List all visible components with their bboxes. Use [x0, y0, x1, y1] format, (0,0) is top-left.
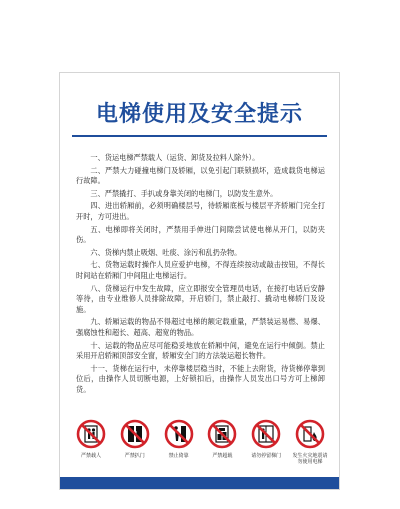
icon-label: 严禁扒门 [124, 453, 145, 459]
rule-item: 八、货梯运行中发生故障，应立即报安全管理员电话，在接打电话后安静等待，由专业维修人员排除故障，开启轿门，禁止敲打、撬动电梯轿门及设施。 [76, 283, 325, 314]
sign-title: 电梯使用及安全提示 [95, 102, 303, 127]
rule-item: 十一、货梯在运行中，未停靠楼层稳当时，不能上去附货，待货梯停靠到位后，由操作人员切断电源，上好锁扣后，由操作人员发出口号方可上梯卸货。 [76, 363, 325, 394]
rule-item: 六、货梯内禁止吸烟、吐痰、涂污和乱扔杂物。 [90, 247, 242, 257]
no-leaning-icon [160, 419, 198, 449]
rule-item: 九、轿厢运载的物品不得超过电梯的额定载重量，严禁装运易燃、易爆、强腐蚀性和超长、超高、超宽的物品。 [76, 317, 325, 337]
no-fire-use-icon [291, 419, 329, 449]
title-divider [72, 135, 327, 137]
rule-item: 十、运载的物品应尽可能稳妥地放在轿厢中间，避免在运行中倾倒。禁止采用开启轿厢顶部安全窗，轿厢安全门的方法装运超长物件。 [76, 340, 325, 361]
icon-labels [72, 453, 329, 465]
rule-item: 三、严禁撬打、手扒或身靠关闭的电梯门，以防发生意外。 [90, 188, 278, 198]
rule-item: 四、进出轿厢前，必须明确楼层号，待轿厢底板与楼层平齐轿厢门完全打开时，方可进出。 [76, 201, 325, 221]
icon-label: 禁止倚靠 [168, 453, 189, 459]
rule-item: 一、货运电梯严禁载人（运货、卸货及拉料人除外）。 [90, 153, 260, 162]
icon-label: 严禁超载 [212, 453, 233, 459]
no-carrying-when-repair-icon [247, 419, 285, 449]
icon-label: 严禁载人 [80, 453, 101, 459]
no-passengers-icon [72, 419, 110, 449]
safety-sign [59, 72, 340, 490]
icon-label: 请勿停留梯门 [251, 453, 282, 459]
no-overload-icon [203, 419, 241, 449]
icon-label: 发生火灾地震请勿使用电梯 [292, 453, 328, 465]
rule-item: 二、严禁大力碰撞电梯门及轿厢，以免引起门联锁损坏，造成载货电梯运行故障。 [76, 165, 325, 186]
rules-list [76, 153, 325, 397]
bottom-bar [60, 477, 339, 489]
rule-item: 七、货物运载时操作人员应爱护电梯，不得连续按动或敲击按钮，不得长时间站在轿厢门中间阻止电梯运行。 [76, 260, 325, 280]
prohibition-icons [72, 419, 329, 449]
no-pry-door-icon [116, 419, 154, 449]
rule-item: 五、电梯即将关闭时，严禁用手伸进门间隙尝试使电梯从开门，以防夹伤。 [76, 224, 325, 245]
